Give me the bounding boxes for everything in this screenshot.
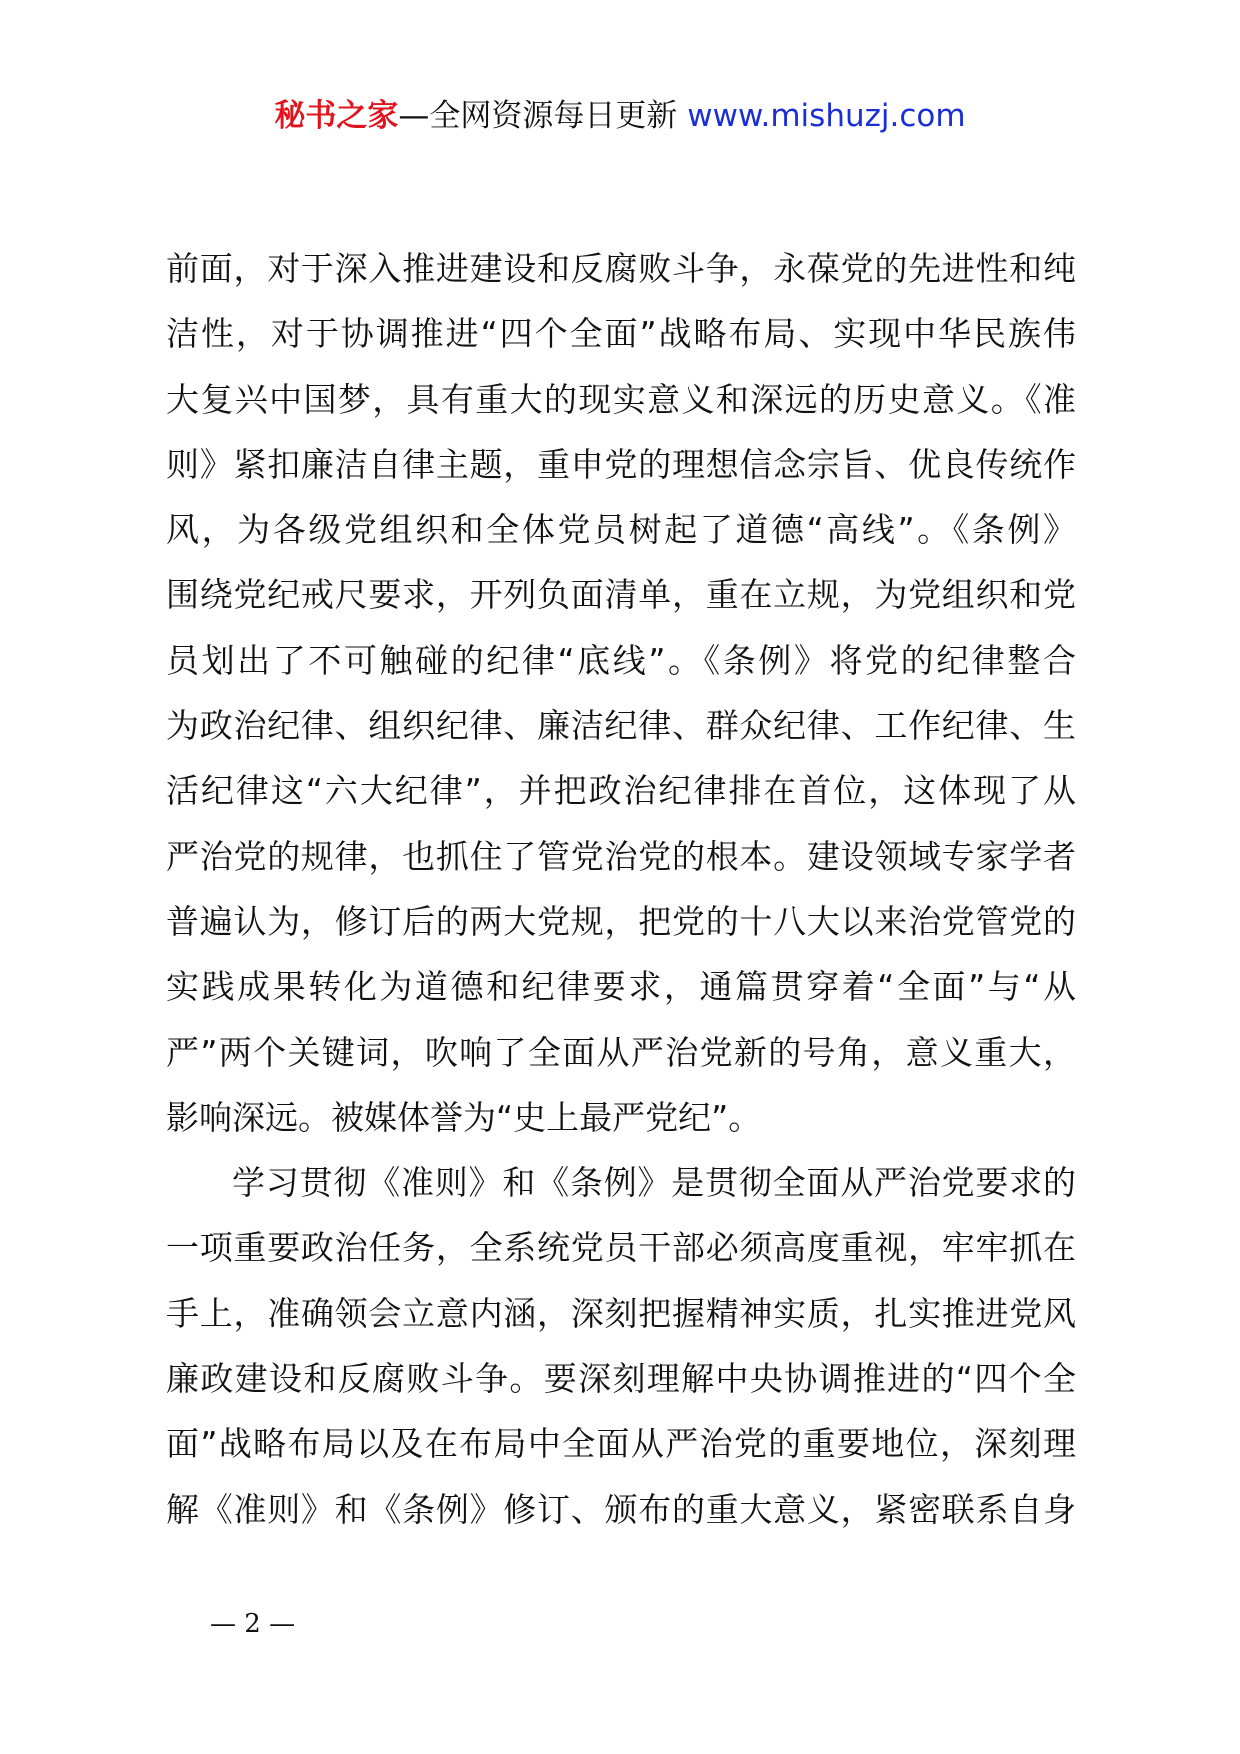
text-line: 大复兴中国梦，具有重大的现实意义和深远的历史意义。《准 [166, 379, 1076, 419]
text-line: 前面，对于深入推进建设和反腐败斗争，永葆党的先进性和纯 [166, 249, 1076, 288]
text-line: 风，为各级党组织和全体党员树起了道德“高线”。《条例》 [166, 510, 1076, 550]
page-number: — 2 — [210, 1609, 296, 1639]
text-line: 普遍认为，修订后的两大党规，把党的十八大以来治党管党的 [166, 901, 1076, 941]
document-body [166, 236, 1076, 1542]
text-line: 实践成果转化为道德和纪律要求，通篇贯穿着“全面”与“从 [166, 967, 1076, 1007]
text-line: 解《准则》和《条例》修订、颁布的重大意义，紧密联系自身 [166, 1489, 1076, 1529]
text-line: 手上，准确领会立意内涵，深刻把握精神实质，扎实推进党风 [166, 1293, 1076, 1333]
paragraph [166, 1150, 1076, 1542]
site-brand: 秘书之家 [274, 98, 399, 134]
site-tagline: —全网资源每日更新 [398, 98, 678, 134]
text-line: 廉政建设和反腐败斗争。要深刻理解中央协调推进的“四个全 [166, 1359, 1076, 1399]
text-line: 员划出了不可触碰的纪律“底线”。《条例》将党的纪律整合 [166, 640, 1076, 680]
paragraph [166, 236, 1076, 1150]
text-line: 为政治纪律、组织纪律、廉洁纪律、群众纪律、工作纪律、生 [166, 706, 1076, 746]
text-line: 严”两个关键词，吹响了全面从严治党新的号角，意义重大， [166, 1032, 1076, 1072]
site-url-link[interactable]: www.mishuzj.com [687, 98, 966, 134]
text-line: 严治党的规律，也抓住了管党治党的根本。建设领域专家学者 [166, 836, 1076, 876]
text-line: 活纪律这“六大纪律”，并把政治纪律排在首位，这体现了从 [166, 771, 1076, 811]
text-line: 学习贯彻《准则》和《条例》是贯彻全面从严治党要求的 [232, 1163, 1076, 1203]
text-line: 则》紧扣廉洁自律主题，重申党的理想信念宗旨、优良传统作 [166, 444, 1076, 484]
text-line: 影响深远。被媒体誉为“史上最严党纪”。 [166, 1097, 762, 1137]
text-line: 面”战略布局以及在布局中全面从严治党的重要地位，深刻理 [166, 1424, 1076, 1464]
text-line: 洁性，对于协调推进“四个全面”战略布局、实现中华民族伟 [166, 314, 1076, 354]
text-line: 一项重要政治任务，全系统党员干部必须高度重视，牢牢抓在 [166, 1228, 1076, 1268]
text-line: 围绕党纪戒尺要求，开列负面清单，重在立规，为党组织和党 [166, 575, 1076, 615]
page-header [0, 96, 1240, 136]
